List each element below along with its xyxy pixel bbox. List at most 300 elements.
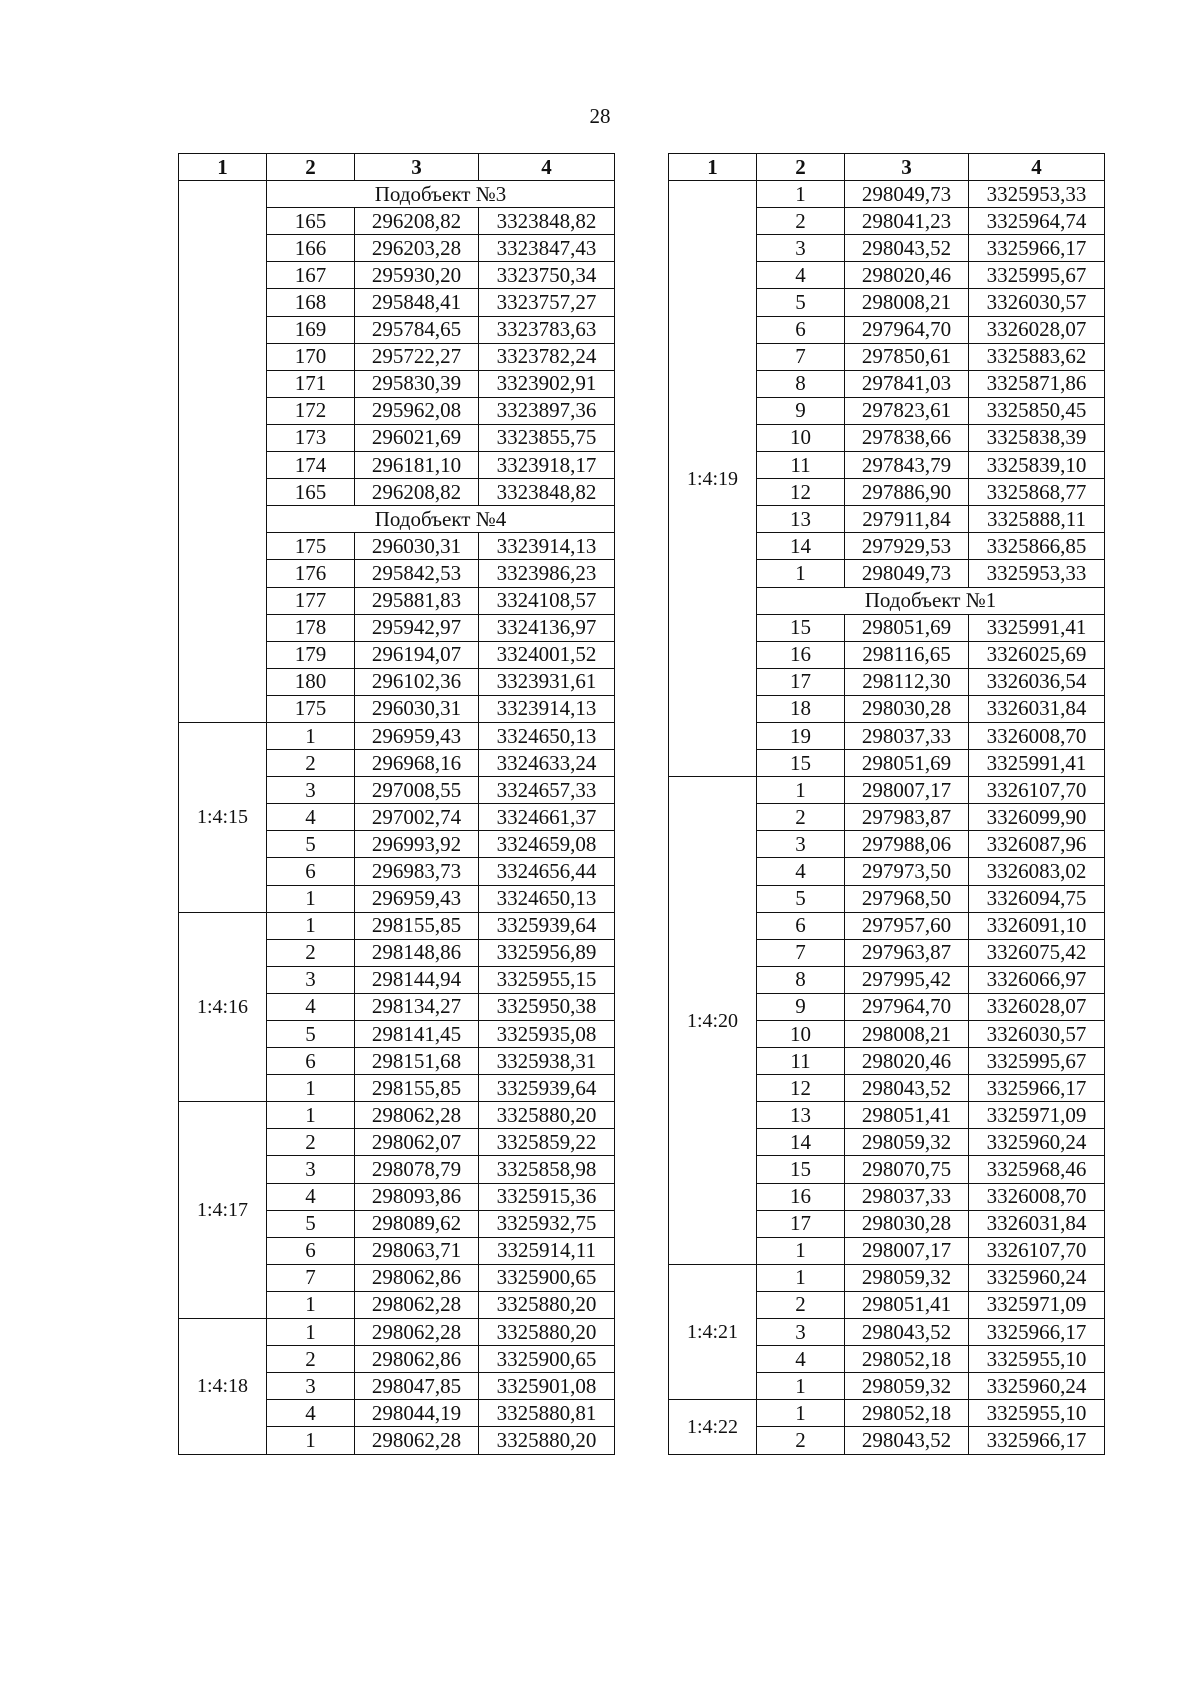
coordinate-x-cell: 298063,71: [355, 1237, 479, 1264]
point-number-cell: 3: [267, 1156, 355, 1183]
point-number-cell: 3: [267, 1373, 355, 1400]
coordinate-x-cell: 296208,82: [355, 208, 479, 235]
coordinate-y-cell: 3326028,07: [969, 993, 1105, 1020]
point-number-cell: 172: [267, 397, 355, 424]
coordinate-x-cell: 295930,20: [355, 262, 479, 289]
point-number-cell: 5: [757, 289, 845, 316]
subobject-label: Подобъект №1: [757, 587, 1105, 614]
coordinate-y-cell: 3325880,20: [479, 1291, 615, 1318]
coordinate-y-cell: 3325960,24: [969, 1373, 1105, 1400]
coordinate-x-cell: 296983,73: [355, 858, 479, 885]
coordinate-y-cell: 3325995,67: [969, 1048, 1105, 1075]
subobject-row: [179, 181, 615, 208]
coordinate-x-cell: 298155,85: [355, 1075, 479, 1102]
point-number-cell: 13: [757, 1102, 845, 1129]
coordinate-y-cell: 3325871,86: [969, 370, 1105, 397]
coordinate-y-cell: 3323782,24: [479, 343, 615, 370]
coordinate-y-cell: 3325971,09: [969, 1102, 1105, 1129]
coordinate-y-cell: 3325939,64: [479, 912, 615, 939]
coordinate-x-cell: 295842,53: [355, 560, 479, 587]
point-number-cell: 4: [267, 1400, 355, 1427]
coordinate-x-cell: 298062,28: [355, 1102, 479, 1129]
point-number-cell: 1: [267, 1291, 355, 1318]
point-number-cell: 6: [267, 858, 355, 885]
coordinate-y-cell: 3325950,38: [479, 993, 615, 1020]
coordinate-x-cell: 298144,94: [355, 966, 479, 993]
point-number-cell: 6: [757, 316, 845, 343]
coordinate-y-cell: 3325964,74: [969, 208, 1105, 235]
point-number-cell: 6: [757, 912, 845, 939]
coordinate-y-cell: 3326107,70: [969, 777, 1105, 804]
coordinate-x-cell: 296102,36: [355, 668, 479, 695]
coordinate-x-cell: 298007,17: [845, 1237, 969, 1264]
coordinate-y-cell: 3325955,10: [969, 1400, 1105, 1427]
coordinate-y-cell: 3325880,20: [479, 1319, 615, 1346]
coordinate-y-cell: 3325938,31: [479, 1048, 615, 1075]
point-number-cell: 3: [757, 1319, 845, 1346]
point-number-cell: 15: [757, 614, 845, 641]
header-col-2: 2: [267, 154, 355, 181]
coordinate-y-cell: 3325971,09: [969, 1291, 1105, 1318]
coordinate-x-cell: 298043,52: [845, 1075, 969, 1102]
point-number-cell: 4: [267, 1183, 355, 1210]
coordinate-x-cell: 298020,46: [845, 1048, 969, 1075]
point-number-cell: 18: [757, 695, 845, 722]
coordinate-y-cell: 3325953,33: [969, 181, 1105, 208]
coordinate-x-cell: 295962,08: [355, 397, 479, 424]
coordinate-x-cell: 298051,41: [845, 1102, 969, 1129]
coordinate-x-cell: 298062,28: [355, 1319, 479, 1346]
coordinate-y-cell: 3325880,81: [479, 1400, 615, 1427]
coordinate-x-cell: 297823,61: [845, 397, 969, 424]
coordinate-x-cell: 298030,28: [845, 695, 969, 722]
point-number-cell: 175: [267, 533, 355, 560]
coordinate-y-cell: 3326008,70: [969, 722, 1105, 749]
coordinate-y-cell: 3326008,70: [969, 1183, 1105, 1210]
coordinate-y-cell: 3325868,77: [969, 479, 1105, 506]
coordinate-x-cell: 297008,55: [355, 777, 479, 804]
coordinate-y-cell: 3324657,33: [479, 777, 615, 804]
coordinate-x-cell: 297957,60: [845, 912, 969, 939]
parcel-number-cell: 1:4:20: [669, 777, 757, 1265]
point-number-cell: 1: [757, 1400, 845, 1427]
coordinate-y-cell: 3326031,84: [969, 695, 1105, 722]
coordinate-x-cell: 298051,69: [845, 750, 969, 777]
point-number-cell: 8: [757, 370, 845, 397]
coordinate-x-cell: 298049,73: [845, 560, 969, 587]
coordinate-y-cell: 3326036,54: [969, 668, 1105, 695]
coordinate-y-cell: 3324633,24: [479, 750, 615, 777]
coordinate-x-cell: 298052,18: [845, 1346, 969, 1373]
coordinate-y-cell: 3326075,42: [969, 939, 1105, 966]
point-number-cell: 2: [267, 939, 355, 966]
coordinate-y-cell: 3325966,17: [969, 1427, 1105, 1454]
point-number-cell: 3: [267, 777, 355, 804]
coordinate-x-cell: 298112,30: [845, 668, 969, 695]
coordinate-y-cell: 3323914,13: [479, 695, 615, 722]
point-number-cell: 5: [757, 885, 845, 912]
coordinate-y-cell: 3323897,36: [479, 397, 615, 424]
coordinate-x-cell: 296181,10: [355, 452, 479, 479]
coordinate-x-cell: 298051,41: [845, 1291, 969, 1318]
coordinate-x-cell: 298116,65: [845, 641, 969, 668]
point-number-cell: 5: [267, 831, 355, 858]
coordinate-x-cell: 298070,75: [845, 1156, 969, 1183]
coordinate-x-cell: 297988,06: [845, 831, 969, 858]
coordinate-x-cell: 298062,86: [355, 1346, 479, 1373]
coordinate-x-cell: 298059,32: [845, 1264, 969, 1291]
coordinate-x-cell: 297886,90: [845, 479, 969, 506]
coordinate-y-cell: 3326094,75: [969, 885, 1105, 912]
coordinate-y-cell: 3325859,22: [479, 1129, 615, 1156]
coordinate-x-cell: 298043,52: [845, 1319, 969, 1346]
coordinate-x-cell: 298059,32: [845, 1129, 969, 1156]
coordinate-x-cell: 298008,21: [845, 1021, 969, 1048]
coordinate-x-cell: 298052,18: [845, 1400, 969, 1427]
coordinate-y-cell: 3323931,61: [479, 668, 615, 695]
table-row: [179, 912, 615, 939]
point-number-cell: 167: [267, 262, 355, 289]
coordinate-y-cell: 3323848,82: [479, 479, 615, 506]
point-number-cell: 4: [757, 262, 845, 289]
coordinate-x-cell: 298051,69: [845, 614, 969, 641]
point-number-cell: 7: [267, 1264, 355, 1291]
coordinate-y-cell: 3326030,57: [969, 289, 1105, 316]
point-number-cell: 11: [757, 452, 845, 479]
coordinate-x-cell: 298141,45: [355, 1021, 479, 1048]
coordinate-y-cell: 3323783,63: [479, 316, 615, 343]
point-number-cell: 4: [267, 804, 355, 831]
parcel-number-cell: 1:4:19: [669, 181, 757, 777]
coordinate-y-cell: 3324136,97: [479, 614, 615, 641]
coordinate-y-cell: 3323855,75: [479, 424, 615, 451]
coordinate-y-cell: 3325915,36: [479, 1183, 615, 1210]
subobject-label: Подобъект №3: [267, 181, 615, 208]
coordinate-x-cell: 297841,03: [845, 370, 969, 397]
coordinate-y-cell: 3325966,17: [969, 1075, 1105, 1102]
coordinate-y-cell: 3323847,43: [479, 235, 615, 262]
coordinate-y-cell: 3324650,13: [479, 722, 615, 749]
coordinate-x-cell: 298047,85: [355, 1373, 479, 1400]
coordinate-x-cell: 297911,84: [845, 506, 969, 533]
point-number-cell: 11: [757, 1048, 845, 1075]
coordinate-x-cell: 298041,23: [845, 208, 969, 235]
coordinate-y-cell: 3323750,34: [479, 262, 615, 289]
parcel-number-cell: 1:4:22: [669, 1400, 757, 1454]
coordinate-y-cell: 3325900,65: [479, 1264, 615, 1291]
coordinate-y-cell: 3323918,17: [479, 452, 615, 479]
point-number-cell: 1: [267, 885, 355, 912]
point-number-cell: 6: [267, 1048, 355, 1075]
coordinate-y-cell: 3323848,82: [479, 208, 615, 235]
coordinate-x-cell: 298008,21: [845, 289, 969, 316]
coordinate-y-cell: 3326028,07: [969, 316, 1105, 343]
coordinate-y-cell: 3325935,08: [479, 1021, 615, 1048]
point-number-cell: 3: [267, 966, 355, 993]
table-row: [179, 1102, 615, 1129]
coordinate-x-cell: 298043,52: [845, 235, 969, 262]
coordinate-y-cell: 3324108,57: [479, 587, 615, 614]
coordinate-y-cell: 3325991,41: [969, 750, 1105, 777]
coordinate-y-cell: 3323914,13: [479, 533, 615, 560]
point-number-cell: 2: [757, 1291, 845, 1318]
parcel-number-cell: 1:4:15: [179, 722, 267, 912]
point-number-cell: 1: [267, 1102, 355, 1129]
parcel-number-cell: 1:4:18: [179, 1319, 267, 1454]
coordinate-x-cell: 297843,79: [845, 452, 969, 479]
coordinate-x-cell: 298151,68: [355, 1048, 479, 1075]
table-row: [669, 777, 1105, 804]
point-number-cell: 2: [757, 1427, 845, 1454]
point-number-cell: 170: [267, 343, 355, 370]
coordinate-x-cell: 298062,86: [355, 1264, 479, 1291]
coordinate-y-cell: 3325968,46: [969, 1156, 1105, 1183]
point-number-cell: 171: [267, 370, 355, 397]
point-number-cell: 1: [267, 722, 355, 749]
point-number-cell: 4: [267, 993, 355, 1020]
coordinate-y-cell: 3325883,62: [969, 343, 1105, 370]
coordinate-y-cell: 3325900,65: [479, 1346, 615, 1373]
coordinate-x-cell: 298049,73: [845, 181, 969, 208]
point-number-cell: 1: [757, 1237, 845, 1264]
coordinate-y-cell: 3325880,20: [479, 1102, 615, 1129]
table-row: [179, 722, 615, 749]
coordinate-x-cell: 298020,46: [845, 262, 969, 289]
coordinate-y-cell: 3326099,90: [969, 804, 1105, 831]
coordinate-x-cell: 298062,28: [355, 1291, 479, 1318]
header-col-3: 3: [845, 154, 969, 181]
point-number-cell: 1: [757, 1264, 845, 1291]
point-number-cell: 1: [757, 777, 845, 804]
coordinate-y-cell: 3323757,27: [479, 289, 615, 316]
point-number-cell: 10: [757, 1021, 845, 1048]
point-number-cell: 166: [267, 235, 355, 262]
coordinate-x-cell: 298148,86: [355, 939, 479, 966]
point-number-cell: 179: [267, 641, 355, 668]
point-number-cell: 3: [757, 235, 845, 262]
point-number-cell: 9: [757, 397, 845, 424]
coordinate-x-cell: 296959,43: [355, 722, 479, 749]
point-number-cell: 14: [757, 1129, 845, 1156]
point-number-cell: 1: [267, 1319, 355, 1346]
left-coordinates-table: [178, 153, 615, 1455]
point-number-cell: 16: [757, 1183, 845, 1210]
parcel-number-cell: 1:4:16: [179, 912, 267, 1102]
coordinate-x-cell: 297968,50: [845, 885, 969, 912]
coordinate-y-cell: 3324001,52: [479, 641, 615, 668]
coordinate-y-cell: 3325866,85: [969, 533, 1105, 560]
point-number-cell: 1: [757, 560, 845, 587]
coordinate-x-cell: 295722,27: [355, 343, 479, 370]
point-number-cell: 1: [267, 1075, 355, 1102]
coordinate-x-cell: 298043,52: [845, 1427, 969, 1454]
point-number-cell: 178: [267, 614, 355, 641]
point-number-cell: 9: [757, 993, 845, 1020]
coordinate-x-cell: 298037,33: [845, 1183, 969, 1210]
point-number-cell: 8: [757, 966, 845, 993]
point-number-cell: 15: [757, 750, 845, 777]
point-number-cell: 10: [757, 424, 845, 451]
coordinate-y-cell: 3325838,39: [969, 424, 1105, 451]
coordinate-x-cell: 297929,53: [845, 533, 969, 560]
coordinate-y-cell: 3325888,11: [969, 506, 1105, 533]
header-col-1: 1: [669, 154, 757, 181]
table-row: [669, 1264, 1105, 1291]
table-row: [179, 1319, 615, 1346]
coordinate-x-cell: 298059,32: [845, 1373, 969, 1400]
point-number-cell: 19: [757, 722, 845, 749]
coordinate-y-cell: 3326031,84: [969, 1210, 1105, 1237]
subobject-label: Подобъект №4: [267, 506, 615, 533]
coordinate-y-cell: 3325914,11: [479, 1237, 615, 1264]
point-number-cell: 2: [267, 1346, 355, 1373]
point-number-cell: 165: [267, 479, 355, 506]
coordinate-y-cell: 3325960,24: [969, 1129, 1105, 1156]
coordinate-x-cell: 297002,74: [355, 804, 479, 831]
point-number-cell: 4: [757, 1346, 845, 1373]
point-number-cell: 165: [267, 208, 355, 235]
coordinate-y-cell: 3325995,67: [969, 262, 1105, 289]
point-number-cell: 1: [267, 912, 355, 939]
point-number-cell: 2: [267, 1129, 355, 1156]
coordinate-y-cell: 3324661,37: [479, 804, 615, 831]
coordinate-x-cell: 297995,42: [845, 966, 969, 993]
header-col-2: 2: [757, 154, 845, 181]
point-number-cell: 3: [757, 831, 845, 858]
coordinate-y-cell: 3325939,64: [479, 1075, 615, 1102]
coordinate-x-cell: 297963,87: [845, 939, 969, 966]
header-col-1: 1: [179, 154, 267, 181]
coordinate-y-cell: 3326107,70: [969, 1237, 1105, 1264]
point-number-cell: 12: [757, 479, 845, 506]
header-col-4: 4: [969, 154, 1105, 181]
coordinate-y-cell: 3324656,44: [479, 858, 615, 885]
coordinate-x-cell: 295942,97: [355, 614, 479, 641]
coordinate-y-cell: 3325955,15: [479, 966, 615, 993]
point-number-cell: 2: [267, 750, 355, 777]
coordinate-y-cell: 3325901,08: [479, 1373, 615, 1400]
point-number-cell: 180: [267, 668, 355, 695]
point-number-cell: 13: [757, 506, 845, 533]
point-number-cell: 176: [267, 560, 355, 587]
coordinate-x-cell: 297973,50: [845, 858, 969, 885]
coordinate-x-cell: 298062,28: [355, 1427, 479, 1454]
point-number-cell: 17: [757, 668, 845, 695]
coordinate-x-cell: 295830,39: [355, 370, 479, 397]
point-number-cell: 1: [267, 1427, 355, 1454]
coordinate-x-cell: 298093,86: [355, 1183, 479, 1210]
coordinate-x-cell: 296030,31: [355, 533, 479, 560]
point-number-cell: 17: [757, 1210, 845, 1237]
coordinate-y-cell: 3325956,89: [479, 939, 615, 966]
coordinate-x-cell: 297838,66: [845, 424, 969, 451]
coordinate-y-cell: 3326091,10: [969, 912, 1105, 939]
parcel-number-cell: 1:4:21: [669, 1264, 757, 1399]
coordinate-y-cell: 3326025,69: [969, 641, 1105, 668]
point-number-cell: 6: [267, 1237, 355, 1264]
coordinate-y-cell: 3325932,75: [479, 1210, 615, 1237]
point-number-cell: 177: [267, 587, 355, 614]
coordinate-y-cell: 3325960,24: [969, 1264, 1105, 1291]
coordinate-x-cell: 298078,79: [355, 1156, 479, 1183]
coordinate-x-cell: 296959,43: [355, 885, 479, 912]
coordinate-x-cell: 297964,70: [845, 993, 969, 1020]
point-number-cell: 175: [267, 695, 355, 722]
point-number-cell: 173: [267, 424, 355, 451]
coordinate-x-cell: 296968,16: [355, 750, 479, 777]
coordinate-y-cell: 3325955,10: [969, 1346, 1105, 1373]
coordinate-x-cell: 298037,33: [845, 722, 969, 749]
coordinate-x-cell: 298062,07: [355, 1129, 479, 1156]
coordinate-y-cell: 3325858,98: [479, 1156, 615, 1183]
point-number-cell: 4: [757, 858, 845, 885]
point-number-cell: 1: [757, 181, 845, 208]
coordinate-x-cell: 297983,87: [845, 804, 969, 831]
header-col-4: 4: [479, 154, 615, 181]
point-number-cell: 2: [757, 804, 845, 831]
point-number-cell: 14: [757, 533, 845, 560]
point-number-cell: 5: [267, 1021, 355, 1048]
coordinate-y-cell: 3325966,17: [969, 235, 1105, 262]
coordinate-x-cell: 298155,85: [355, 912, 479, 939]
point-number-cell: 1: [757, 1373, 845, 1400]
coordinate-y-cell: 3325850,45: [969, 397, 1105, 424]
coordinate-x-cell: 297964,70: [845, 316, 969, 343]
coordinate-x-cell: 295881,83: [355, 587, 479, 614]
coordinate-x-cell: 296021,69: [355, 424, 479, 451]
coordinate-x-cell: 298044,19: [355, 1400, 479, 1427]
coordinate-x-cell: 295784,65: [355, 316, 479, 343]
coordinate-x-cell: 298134,27: [355, 993, 479, 1020]
coordinate-x-cell: 296993,92: [355, 831, 479, 858]
point-number-cell: 15: [757, 1156, 845, 1183]
table-row: [669, 181, 1105, 208]
coordinate-y-cell: 3325953,33: [969, 560, 1105, 587]
coordinate-y-cell: 3324659,08: [479, 831, 615, 858]
coordinate-y-cell: 3325880,20: [479, 1427, 615, 1454]
point-number-cell: 169: [267, 316, 355, 343]
point-number-cell: 168: [267, 289, 355, 316]
coordinate-x-cell: 296030,31: [355, 695, 479, 722]
coordinate-y-cell: 3323902,91: [479, 370, 615, 397]
point-number-cell: 16: [757, 641, 845, 668]
coordinate-x-cell: 297850,61: [845, 343, 969, 370]
coordinate-y-cell: 3324650,13: [479, 885, 615, 912]
coordinate-y-cell: 3325839,10: [969, 452, 1105, 479]
coordinate-x-cell: 296194,07: [355, 641, 479, 668]
coordinate-y-cell: 3326066,97: [969, 966, 1105, 993]
header-col-3: 3: [355, 154, 479, 181]
parcel-number-cell: 1:4:17: [179, 1102, 267, 1319]
coordinate-x-cell: 298089,62: [355, 1210, 479, 1237]
page-number: 28: [589, 104, 611, 128]
header-row: [669, 154, 1105, 181]
point-number-cell: 5: [267, 1210, 355, 1237]
point-number-cell: 174: [267, 452, 355, 479]
coordinate-x-cell: 296208,82: [355, 479, 479, 506]
coordinate-x-cell: 296203,28: [355, 235, 479, 262]
coordinate-y-cell: 3326087,96: [969, 831, 1105, 858]
coordinate-x-cell: 298030,28: [845, 1210, 969, 1237]
coordinate-y-cell: 3325991,41: [969, 614, 1105, 641]
parcel-number-cell: [179, 181, 267, 723]
coordinate-y-cell: 3325966,17: [969, 1319, 1105, 1346]
coordinate-x-cell: 295848,41: [355, 289, 479, 316]
point-number-cell: 7: [757, 343, 845, 370]
coordinate-x-cell: 298007,17: [845, 777, 969, 804]
point-number-cell: 12: [757, 1075, 845, 1102]
right-coordinates-table: [668, 153, 1105, 1455]
